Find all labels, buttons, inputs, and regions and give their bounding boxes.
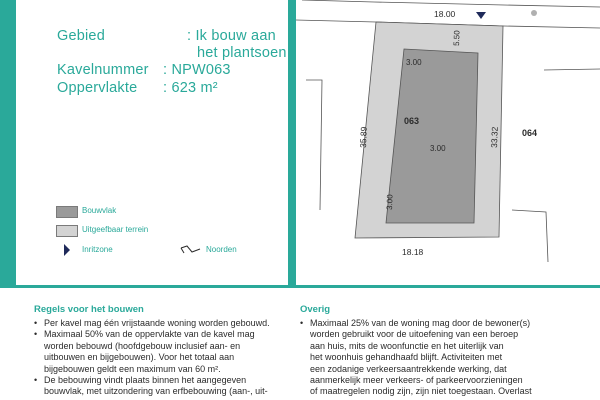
regels-title: Regels voor het bouwen — [34, 304, 144, 315]
list-item-line: uitbouwen en bijgebouwen). Voor het totaal aan — [44, 352, 235, 363]
kavelnummer-label: Kavelnummer — [57, 62, 149, 78]
bouwvlak-legend-label: Bouwvlak — [82, 206, 117, 215]
list-item-line: of maatregelen nodig zijn, zijn niet toegestaan. Overlast — [310, 386, 532, 397]
list-item-line: • Maximaal 50% van de oppervlakte van de kavel mag — [44, 329, 255, 340]
list-item — [34, 329, 296, 375]
list-item-line: een zodanige verkeersaantrekkende werking, dat — [310, 363, 507, 374]
top-width-label: 18.00 — [434, 9, 456, 19]
kavel-map — [296, 0, 600, 285]
bouwvlak-swatch — [56, 206, 78, 218]
kavel-map-panel — [296, 0, 600, 285]
left-depth-label: 35.89 — [358, 126, 369, 149]
list-item-line: het woonhuis gehandhaafd blijft. Activiteiten met — [310, 352, 503, 363]
oppervlakte-value: : 623 m² — [163, 80, 218, 96]
uitgeefbaar-legend-label: Uitgeefbaar terrein — [82, 225, 149, 234]
list-item-line: bouwvlak, met uitzondering van erfbebouwing (aan-, uit- — [44, 386, 268, 397]
north-arrow-icon — [180, 244, 202, 256]
regels-list — [34, 318, 296, 398]
list-item — [34, 375, 296, 398]
inritzone-legend-label: Inritzone — [82, 245, 113, 254]
lot-number-label: 063 — [404, 116, 420, 126]
overig-title: Overig — [300, 304, 331, 315]
setback-top-label: 5.50 — [452, 30, 462, 47]
list-item-line: • Maximaal 25% van de woning mag door de bewoner(s) — [310, 318, 531, 328]
reference-dot-icon — [531, 10, 537, 16]
inritzone-icon — [62, 244, 72, 256]
list-item-line: • De bebouwing vindt plaats binnen het aangegeven — [44, 375, 247, 386]
list-item-line: worden bebouwd (hoofdgebouw inclusief aan- en — [44, 340, 241, 351]
inritzone-marker-icon — [476, 12, 486, 19]
inner-right-label: 3.00 — [430, 144, 446, 153]
gebied-label: Gebied — [57, 28, 105, 44]
gebied-value-line2: het plantsoen — [197, 45, 287, 61]
list-item — [300, 318, 590, 398]
bottom-width-label: 18.18 — [402, 247, 424, 257]
noorden-legend-label: Noorden — [206, 245, 237, 254]
gebied-value-line1: : Ik bouw aan — [187, 28, 276, 44]
right-depth-label: 33.32 — [489, 126, 500, 149]
list-item-line: • Per kavel mag één vrijstaande woning worden gebouwd. — [44, 318, 270, 328]
uitgeefbaar-swatch — [56, 225, 78, 237]
list-item — [34, 318, 296, 329]
info-panel — [16, 0, 288, 285]
list-item-line: aanmerkelijk meer verkeers- of parkeervoorzieningen — [310, 375, 523, 386]
oppervlakte-label: Oppervlakte — [57, 80, 138, 96]
list-item-line: aan huis, mits de woonfunctie en het uiterlijk van — [310, 340, 504, 351]
kavelnummer-value: : NPW063 — [163, 62, 231, 78]
neighbor-lot-label: 064 — [522, 128, 538, 138]
list-item-line: worden gebruikt voor de uitoefening van een beroep — [310, 329, 519, 340]
inner-bottom-label: 3.00 — [385, 194, 395, 211]
overig-list — [300, 318, 590, 398]
inner-top-label: 3.00 — [406, 58, 422, 67]
list-item-line: bijgebouwen geldt een maximum van 60 m². — [44, 363, 221, 374]
